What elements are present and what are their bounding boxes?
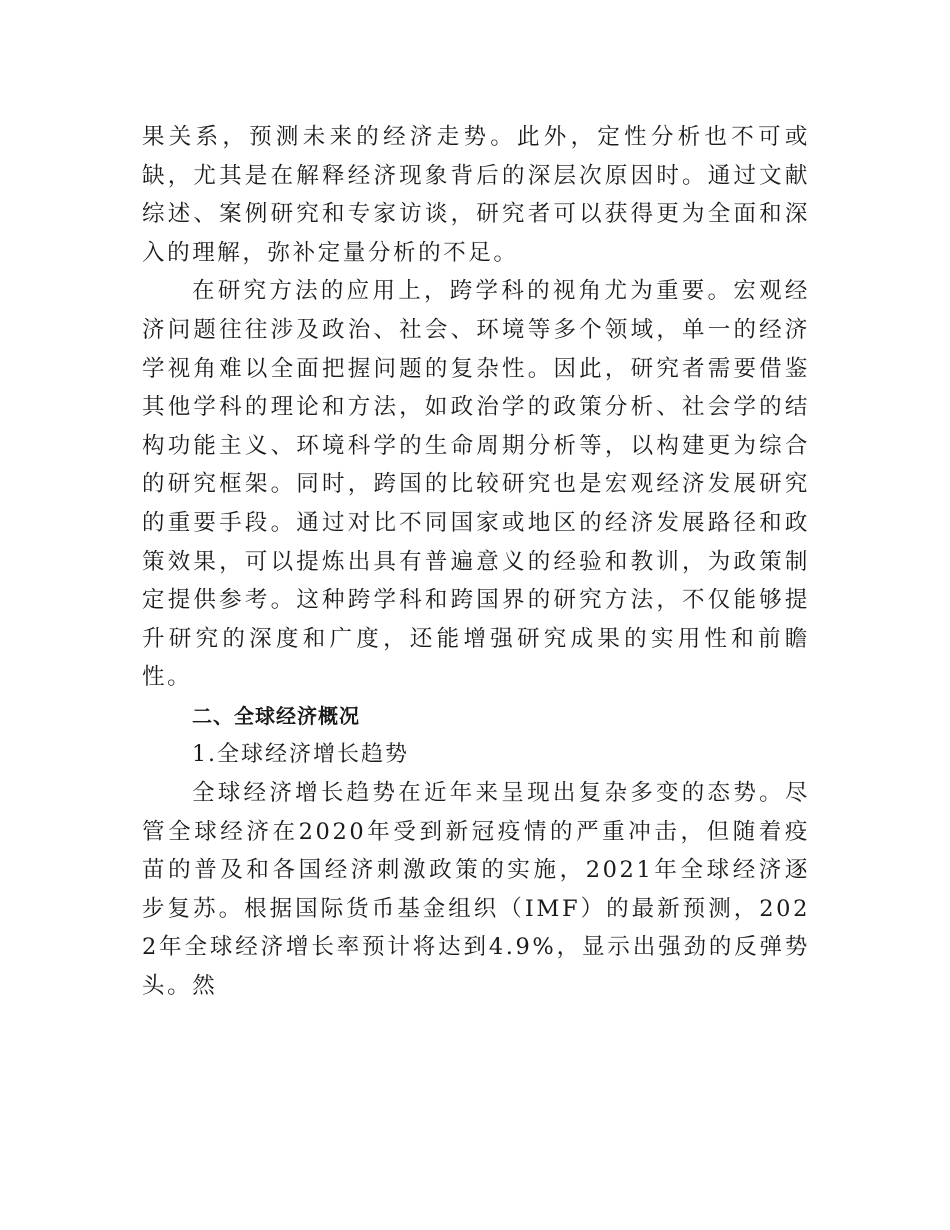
body-paragraph: 全球经济增长趋势在近年来呈现出复杂多变的态势。尽管全球经济在2020年受到新冠疫情的严重冲击，但随着疫苗的普及和各国经济刺激政策的实施，2021年全球经济逐步复苏。根据国际货币基金组织（IMF）的最新预测，2022年全球经济增长率预计将达到4.9%，显示出强劲的反弹势头。然 bbox=[142, 780, 810, 1000]
section-heading: 二、全球经济概况 bbox=[192, 703, 360, 728]
body-paragraph: 在研究方法的应用上，跨学科的视角尤为重要。宏观经济问题往往涉及政治、社会、环境等多个领域，单一的经济学视角难以全面把握问题的复杂性。因此，研究者需要借鉴其他学科的理论和方法，如政治学的政策分析、社会学的结构功能主义、环境科学的生命周期分析等，以构建更为综合的研究框架。同时，跨国的比较研究也是宏观经济发展研究的重要手段。通过对比不同国家或地区的经济发展路径和政策效果，可以提炼出具有普遍意义的经验和教训，为政策制定提供参考。这种跨学科和跨国界的研究方法，不仅能够提升研究的深度和广度，还能增强研究成果的实用性和前瞻性。 bbox=[142, 278, 810, 691]
body-paragraph: 果关系，预测未来的经济走势。此外，定性分析也不可或缺，尤其是在解释经济现象背后的深层次原因时。通过文献综述、案例研究和专家访谈，研究者可以获得更为全面和深入的理解，弥补定量分析的不足。 bbox=[142, 124, 810, 266]
subsection-heading: 1.全球经济增长趋势 bbox=[192, 741, 409, 767]
document-page bbox=[142, 118, 810, 1006]
